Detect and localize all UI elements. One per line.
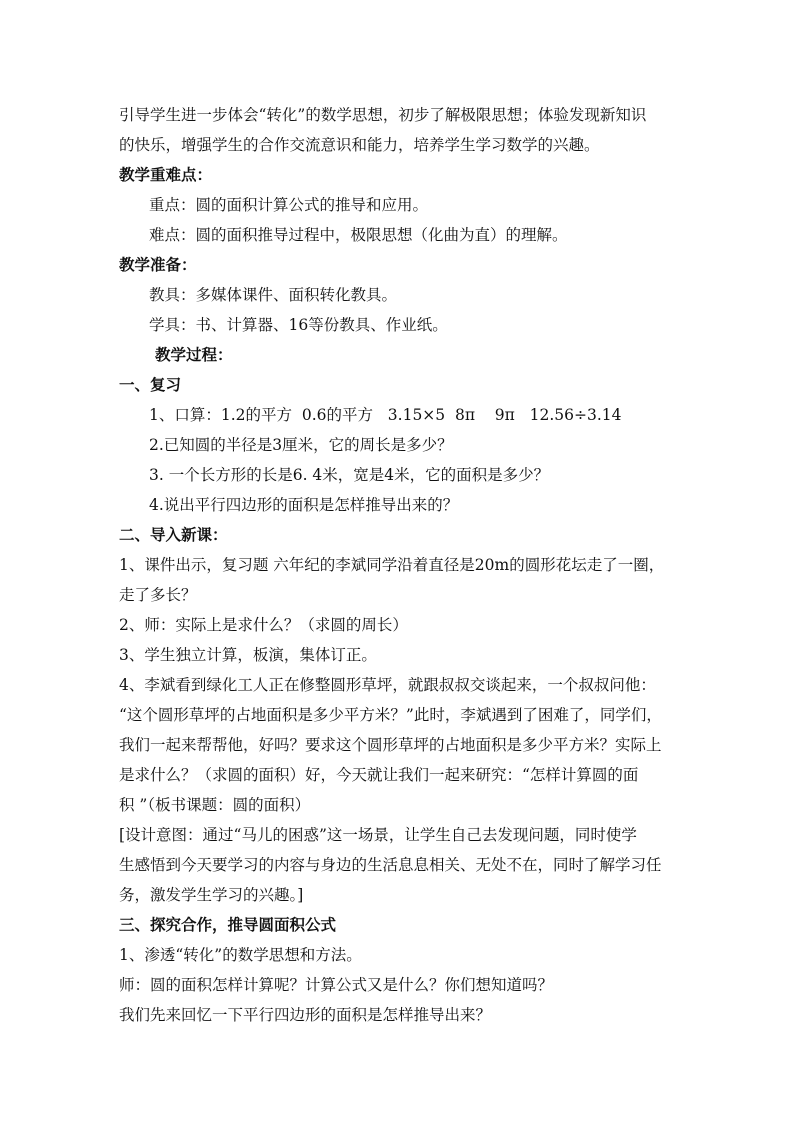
section-heading: 教学准备： (119, 255, 197, 274)
paragraph-line: 生感悟到今天要学习的内容与身边的生活息息相关、无处不在，同时了解学习任 (119, 856, 662, 874)
paragraph-line: 3. 一个长方形的长是6. 4米，宽是4米，它的面积是多少？ (149, 466, 550, 484)
section-heading: 三、探究合作，推导圆面积公式 (119, 915, 337, 934)
paragraph-line: 走了多长？ (119, 586, 197, 604)
paragraph-line: 的快乐，增强学生的合作交流意识和能力，培养学生学习数学的兴趣。 (119, 136, 600, 154)
paragraph-line: 是求什么？（求圆的面积）好，今天就让我们一起来研究：“怎样计算圆的面 (119, 766, 639, 784)
paragraph-line: 师：圆的面积怎样计算呢？计算公式又是什么？你们想知道吗？ (119, 976, 554, 994)
paragraph-line: 学具：书、计算器、16等份教具、作业纸。 (149, 316, 448, 334)
paragraph-line: 1、渗透“转化”的数学思想和方法。 (119, 946, 362, 964)
paragraph-line: 4.说出平行四边形的面积是怎样推导出来的？ (149, 496, 459, 514)
paragraph-line: 教具：多媒体课件、面积转化教具。 (149, 286, 398, 304)
paragraph-line: 引导学生进一步体会“转化”的数学思想，初步了解极限思想；体验发现新知识 (119, 106, 647, 124)
paragraph-line: 2、师：实际上是求什么？（求圆的周长） (119, 616, 408, 634)
paragraph-line: 3、学生独立计算，板演，集体订正。 (119, 646, 377, 664)
paragraph-line: 务，激发学生学习的兴趣。] (119, 886, 304, 904)
paragraph-line: 我们一起来帮帮他，好吗？要求这个圆形草坪的占地面积是多少平方米？实际上 (119, 736, 662, 754)
paragraph-line: 难点：圆的面积推导过程中，极限思想（化曲为直）的理解。 (149, 226, 568, 244)
section-heading: 教学重难点： (119, 165, 213, 184)
paragraph-line: [设计意图：通过“马儿的困惑”这一场景，让学生自己去发现问题，同时使学 (119, 826, 637, 844)
paragraph-line: 重点：圆的面积计算公式的推导和应用。 (149, 196, 429, 214)
paragraph-line: “这个圆形草坪的占地面积是多少平方米？”此时，李斌遇到了困难了，同学们， (119, 706, 662, 724)
document-page (119, 100, 679, 1030)
paragraph-line: 积 ”（板书课题：圆的面积） (119, 796, 311, 814)
paragraph-line: 2.已知圆的半径是3厘米，它的周长是多少？ (149, 436, 453, 454)
paragraph-line: 4、李斌看到绿化工人正在修整圆形草坪，就跟叔叔交谈起来，一个叔叔问他： (119, 676, 656, 694)
paragraph-line: 1、口算：1.2的平方 0.6的平方 3.15×5 8π 9π 12.56÷3.14 (149, 406, 622, 424)
section-heading: 教学过程： (155, 345, 233, 364)
paragraph-line: 1、课件出示，复习题 六年纪的李斌同学沿着直径是20m的圆形花坛走了一圈， (119, 556, 665, 574)
paragraph-line: 我们先来回忆一下平行四边形的面积是怎样推导出来？ (119, 1006, 492, 1024)
section-heading: 一、复习 (119, 375, 182, 394)
section-heading: 二、导入新课： (119, 525, 228, 544)
